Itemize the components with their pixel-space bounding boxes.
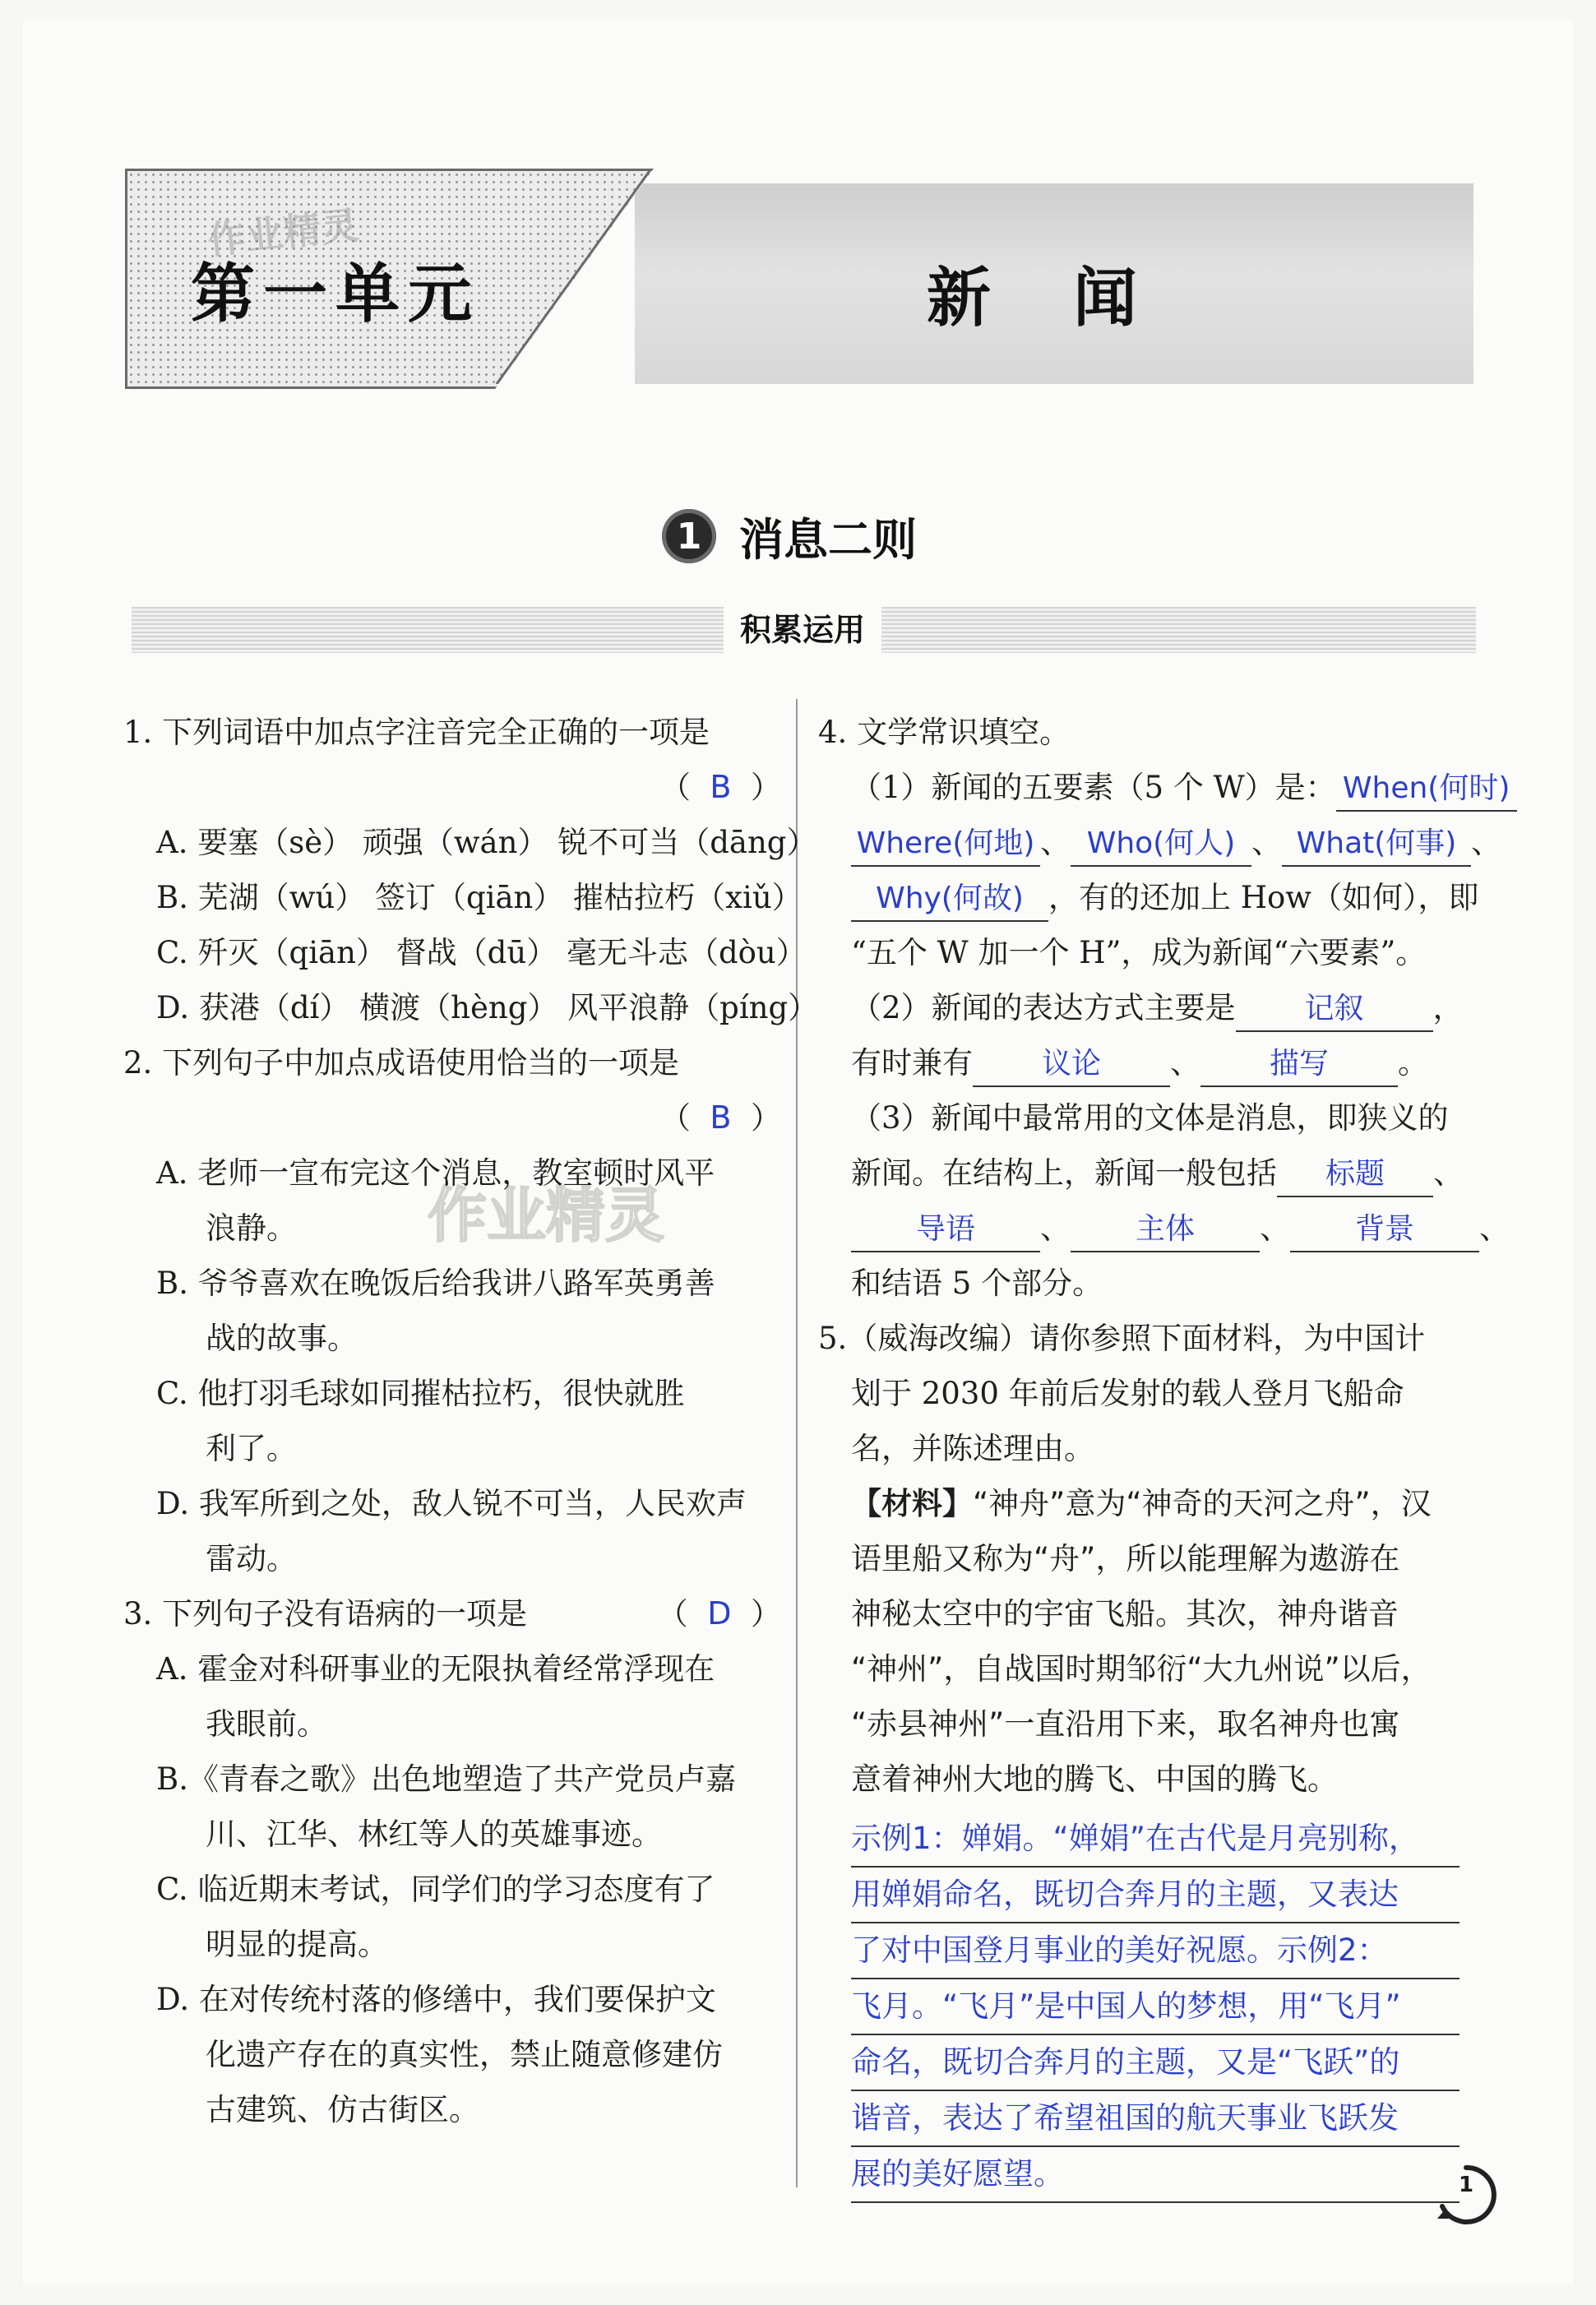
q1-option-c: C. 歼灭（qiān） 督战（dū） 毫无斗志（dòu） bbox=[156, 935, 807, 970]
q4-blank-narration[interactable]: 记叙 bbox=[1236, 988, 1433, 1032]
q3-option-a-line2: 我眼前。 bbox=[206, 1706, 327, 1742]
q4-blank-headline[interactable]: 标题 bbox=[1277, 1153, 1433, 1197]
q2-option-a-line2: 浪静。 bbox=[206, 1210, 297, 1246]
q5-material-line5: “赤县神州”一直沿用下来，取名神舟也寓 bbox=[851, 1706, 1400, 1742]
q4-p2-text2: 有时兼有 bbox=[851, 1045, 973, 1081]
q4-blank-where[interactable]: Where(何地) bbox=[851, 822, 1040, 867]
q3-answer: D bbox=[707, 1595, 732, 1632]
right-column bbox=[818, 705, 1510, 2203]
section-label: 积累运用 bbox=[724, 607, 881, 653]
q5-material-line3: 神秘太空中的宇宙飞船。其次，神舟谐音 bbox=[851, 1596, 1399, 1632]
banner-watermark: 作业精灵 bbox=[205, 202, 361, 263]
q2-option-c-line1: C. 他打羽毛球如同摧枯拉朽，很快就胜 bbox=[156, 1376, 685, 1411]
q2-option-d-line1: D. 我军所到之处，敌人锐不可当，人民欢声 bbox=[156, 1486, 747, 1521]
q4-blank-why[interactable]: Why(何故) bbox=[851, 877, 1048, 922]
q2-option-c-line2: 利了。 bbox=[206, 1431, 297, 1466]
q5-answer-area[interactable] bbox=[818, 1812, 1488, 2203]
q4-p1-text: （1）新闻的五要素（5 个 W）是： bbox=[851, 770, 1336, 805]
q4-p3-text2: 新闻。在结构上，新闻一般包括 bbox=[851, 1155, 1277, 1191]
q5-material-tag: 【材料】 bbox=[851, 1486, 973, 1521]
q3-option-b-line1: B.《青春之歌》出色地塑造了共产党员卢嘉 bbox=[156, 1761, 736, 1797]
q3-option-d-line1: D. 在对传统村落的修缮中，我们要保护文 bbox=[156, 1982, 716, 2017]
q2-answer-row bbox=[123, 1090, 781, 1146]
q4-blank-description[interactable]: 描写 bbox=[1200, 1043, 1398, 1087]
q3-option-d-line3: 古建筑、仿古街区。 bbox=[206, 2092, 479, 2127]
q3-option-a-line1: A. 霍金对科研事业的无限执着经常浮现在 bbox=[156, 1651, 715, 1687]
page-number: 1 bbox=[1458, 2173, 1474, 2197]
q1-option-d: D. 获港（dí） 横渡（hèng） 风平浪静（píng） bbox=[156, 990, 819, 1025]
q4-blank-what[interactable]: What(何事) bbox=[1282, 822, 1471, 867]
q3-option-b-line2: 川、江华、林红等人的英雄事迹。 bbox=[206, 1817, 662, 1852]
unit-banner bbox=[125, 169, 1473, 384]
q5-answer-line7: 展的美好愿望。 bbox=[851, 2147, 1460, 2203]
lesson-title bbox=[662, 503, 917, 569]
q5-answer-line3: 了对中国登月事业的美好祝愿。示例2： bbox=[851, 1923, 1460, 1979]
q5-answer-line6: 谐音，表达了希望祖国的航天事业飞跃发 bbox=[851, 2091, 1460, 2147]
q2-answer-paren: （ B ） bbox=[659, 1099, 781, 1136]
q4-p2-text: （2）新闻的表达方式主要是 bbox=[851, 990, 1236, 1025]
q4-blank-who[interactable]: Who(何人) bbox=[1071, 822, 1251, 867]
q5-stem-line3: 名，并陈述理由。 bbox=[851, 1431, 1094, 1466]
q4-blank-background[interactable]: 背景 bbox=[1290, 1208, 1479, 1252]
q4-p3-line4: 和结语 5 个部分。 bbox=[851, 1266, 1103, 1301]
q2-option-b-line1: B. 爷爷喜欢在晚饭后给我讲八路军英勇善 bbox=[156, 1266, 715, 1301]
q5-stem-line2: 划于 2030 年前后发射的载人登月飞船命 bbox=[851, 1376, 1404, 1411]
q3-answer-paren: （ D ） bbox=[657, 1595, 781, 1632]
unit-title: 第一单元 bbox=[191, 257, 481, 331]
q4-p2-line2: 有时兼有 议论 、 描写 。 bbox=[818, 1035, 1488, 1090]
q5-material-line4: “神州”，自战国时期邹衍“大九州说”以后， bbox=[851, 1651, 1432, 1687]
q5-material-line2: 语里船又称为“舟”，所以能理解为遨游在 bbox=[851, 1541, 1400, 1576]
q5-material-line1 bbox=[851, 1476, 1488, 1531]
unit-subject: 新闻 bbox=[927, 262, 1220, 336]
q1-stem: 1. 下列词语中加点字注音完全正确的一项是 bbox=[123, 715, 710, 750]
q1-answer-paren: （ B ） bbox=[659, 769, 781, 805]
q3-option-c-line2: 明显的提高。 bbox=[206, 1927, 388, 1962]
q3-option-d-line2: 化遗产存在的真实性，禁止随意修建仿 bbox=[206, 2037, 723, 2072]
q4-stem: 4. 文学常识填空。 bbox=[818, 715, 1071, 750]
q5-material-line6: 意着神州大地的腾飞、中国的腾飞。 bbox=[851, 1761, 1338, 1797]
q4-p3-line1: （3）新闻中最常用的文体是消息，即狭义的 bbox=[851, 1100, 1449, 1136]
q2-answer: B bbox=[710, 1099, 732, 1136]
q4-blank-when[interactable]: When(何时) bbox=[1336, 767, 1517, 812]
q4-p1-line2: Where(何地) 、 Who(何人) 、 What(何事) 、 bbox=[818, 815, 1488, 870]
q4-blank-discussion[interactable]: 议论 bbox=[973, 1043, 1170, 1087]
q1-option-b: B. 芜湖（wú） 签订（qiān） 摧枯拉朽（xiǔ） bbox=[156, 880, 803, 915]
q5-answer-line4: 飞月。“飞月”是中国人的梦想，用“飞月” bbox=[851, 1979, 1460, 2035]
q3-option-c-line1: C. 临近期末考试，同学们的学习态度有了 bbox=[156, 1872, 715, 1907]
q5-answer-line2: 用婵娟命名，既切合奔月的主题，又表达 bbox=[851, 1868, 1460, 1923]
q4-p1-line3 bbox=[818, 870, 1488, 925]
q2-option-d-line2: 雷动。 bbox=[206, 1541, 297, 1576]
page-number-badge bbox=[1432, 2161, 1500, 2229]
q2-stem: 2. 下列句子中加点成语使用恰当的一项是 bbox=[123, 1045, 680, 1081]
q4-p1-line4: “五个 W 加一个 H”，成为新闻“六要素”。 bbox=[851, 935, 1427, 970]
lesson-number-badge: 1 bbox=[662, 509, 716, 563]
q5-answer-line1: 示例1：婵娟。“婵娟”在古代是月亮别称， bbox=[851, 1812, 1460, 1868]
q5-answer-line5: 命名，既切合奔月的主题，又是“飞跃”的 bbox=[851, 2035, 1460, 2091]
q2-option-b-line2: 战的故事。 bbox=[206, 1321, 358, 1356]
banner-divider bbox=[487, 169, 659, 384]
q4-p2-line1: （2）新闻的表达方式主要是 记叙 ， bbox=[818, 980, 1488, 1035]
q4-blank-lead[interactable]: 导语 bbox=[851, 1208, 1040, 1252]
q5-stem-line1: 5.（威海改编）请你参照下面材料，为中国计 bbox=[818, 1321, 1426, 1356]
q3-stem: 3. 下列句子没有语病的一项是 bbox=[123, 1596, 528, 1632]
q5-material-text1: “神舟”意为“神奇的天河之舟”，汉 bbox=[973, 1486, 1432, 1521]
q4-p1-text2: ，有的还加上 How（如何），即 bbox=[1048, 880, 1479, 915]
lesson-title-text: 消息二则 bbox=[739, 513, 917, 566]
q1-answer: B bbox=[710, 769, 732, 805]
q1-answer-row bbox=[123, 760, 781, 815]
q1-option-a: A. 要塞（sè） 顽强（wán） 锐不可当（dāng） bbox=[156, 825, 817, 860]
q2-option-a-line1: A. 老师一宣布完这个消息，教室顿时风平 bbox=[156, 1155, 715, 1191]
q4-p3-line2: 新闻。在结构上，新闻一般包括 标题 、 bbox=[818, 1146, 1488, 1201]
page-watermark: 作业精灵 bbox=[428, 1181, 665, 1250]
q4-blank-body[interactable]: 主体 bbox=[1071, 1208, 1260, 1252]
q4-p3-line3: 导语 、 主体 、 背景 、 bbox=[818, 1201, 1488, 1256]
q3-stem-row bbox=[123, 1586, 781, 1641]
left-column bbox=[123, 705, 819, 2137]
q4-p1-line1 bbox=[818, 760, 1510, 815]
q5-material bbox=[818, 1476, 1488, 1807]
